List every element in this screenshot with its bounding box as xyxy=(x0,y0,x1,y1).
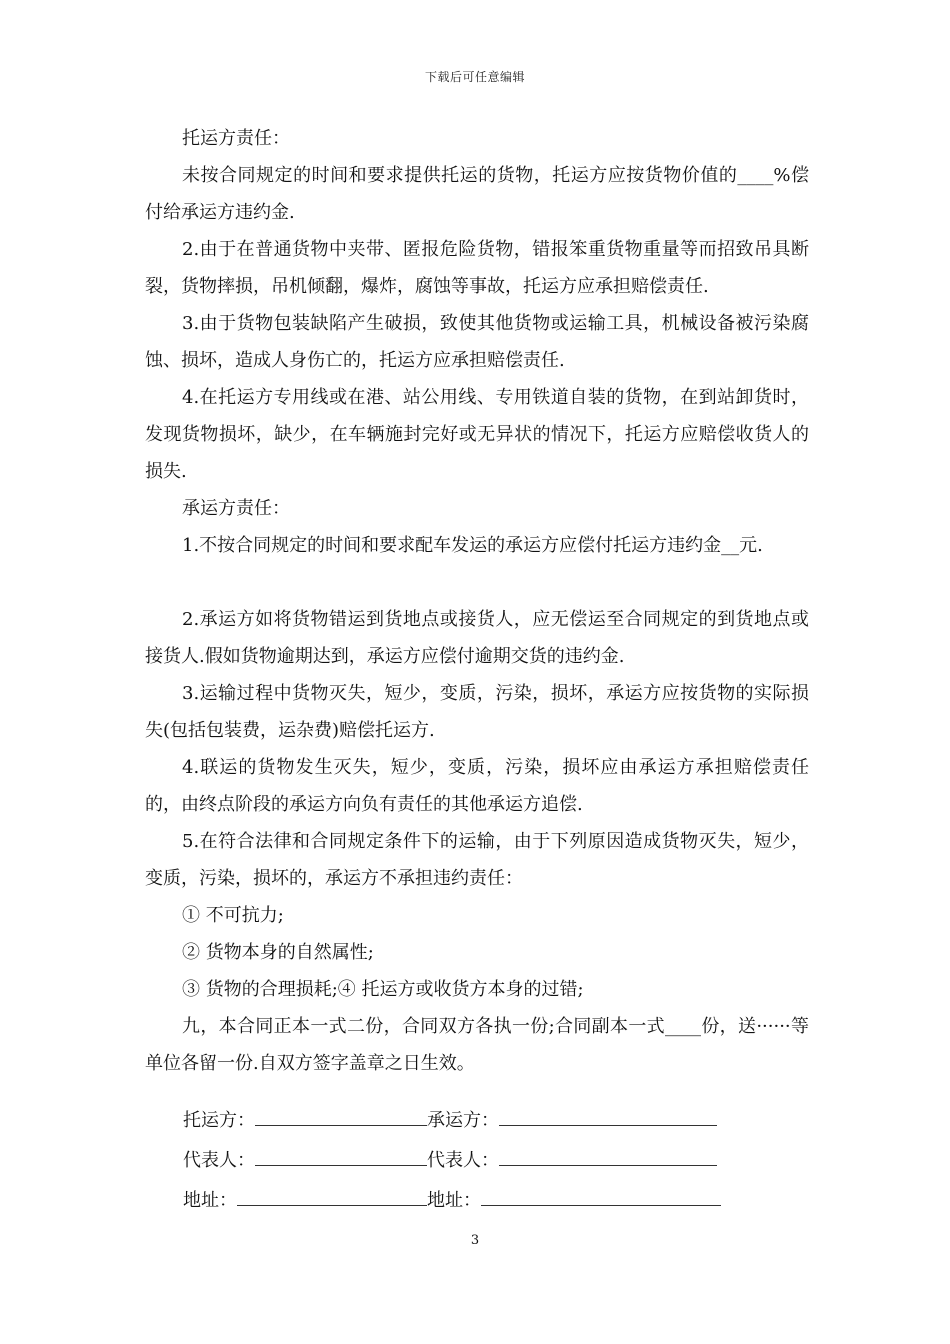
paragraph: 3.由于货物包装缺陷产生破损，致使其他货物或运输工具，机械设备被污染腐蚀、损坏，造成人身伤亡的，托运方应承担赔偿责任. xyxy=(145,313,809,371)
signature-row-address xyxy=(183,1172,721,1212)
blank-line xyxy=(145,564,809,601)
list-item: ② 货物本身的自然属性; xyxy=(182,942,374,963)
carrier-representative-label: 代表人： xyxy=(427,1150,499,1171)
shipper-representative-line[interactable] xyxy=(255,1145,427,1166)
shipper-representative-label: 代表人： xyxy=(183,1150,255,1171)
list-item: ③ 货物的合理损耗;④ 托运方或收货方本身的过错; xyxy=(182,979,584,1000)
paragraph: 4.在托运方专用线或在港、站公用线、专用铁道自装的货物，在到站卸货时，发现货物损坏，缺少，在车辆施封完好或无异状的情况下，托运方应赔偿收货人的损失. xyxy=(145,387,809,482)
paragraph: 4.联运的货物发生灭失，短少，变质，污染，损坏应由承运方承担赔偿责任的，由终点阶段的承运方向负有责任的其他承运方追偿. xyxy=(145,757,809,815)
carrier-label: 承运方： xyxy=(427,1110,499,1131)
section-heading-shipper: 托运方责任： xyxy=(182,128,290,149)
shipper-signature-line[interactable] xyxy=(255,1105,427,1126)
paragraph: 3.运输过程中货物灭失，短少，变质，污染，损坏，承运方应按货物的实际损失(包括包装费，运杂费)赔偿托运方. xyxy=(145,683,809,741)
shipper-label: 托运方： xyxy=(183,1110,255,1131)
paragraph: 未按合同规定的时间和要求提供托运的货物，托运方应按货物价值的____%偿付给承运方违约金. xyxy=(145,165,809,223)
paragraph: 九，本合同正本一式二份，合同双方各执一份;合同副本一式____份，送······等单位各留一份.自双方签字盖章之日生效。 xyxy=(145,1016,809,1074)
list-item: ① 不可抗力; xyxy=(182,905,284,926)
shipper-address-label: 地址： xyxy=(183,1190,237,1211)
paragraph: 2.承运方如将货物错运到货地点或接货人，应无偿运至合同规定的到货地点或接货人.假如货物逾期达到，承运方应偿付逾期交货的违约金. xyxy=(145,609,809,667)
carrier-address-label: 地址： xyxy=(427,1190,481,1211)
paragraph: 5.在符合法律和合同规定条件下的运输，由于下列原因造成货物灭失，短少，变质，污染，损坏的，承运方不承担违约责任： xyxy=(145,831,809,889)
carrier-signature-line[interactable] xyxy=(499,1105,717,1126)
document-body xyxy=(145,120,809,1082)
carrier-address-line[interactable] xyxy=(481,1185,721,1206)
signature-block xyxy=(183,1092,721,1212)
carrier-representative-line[interactable] xyxy=(499,1145,717,1166)
signature-row-party xyxy=(183,1092,721,1132)
signature-row-representative xyxy=(183,1132,721,1172)
paragraph: 1.不按合同规定的时间和要求配车发运的承运方应偿付托运方违约金__元. xyxy=(182,535,763,556)
section-heading-carrier: 承运方责任： xyxy=(182,498,290,519)
paragraph: 2.由于在普通货物中夹带、匿报危险货物，错报笨重货物重量等而招致吊具断裂，货物摔损，吊机倾翻，爆炸，腐蚀等事故，托运方应承担赔偿责任. xyxy=(145,239,809,297)
page-number: 3 xyxy=(470,1233,480,1248)
page-header: 下载后可任意编辑 xyxy=(424,70,525,84)
shipper-address-line[interactable] xyxy=(237,1185,427,1206)
